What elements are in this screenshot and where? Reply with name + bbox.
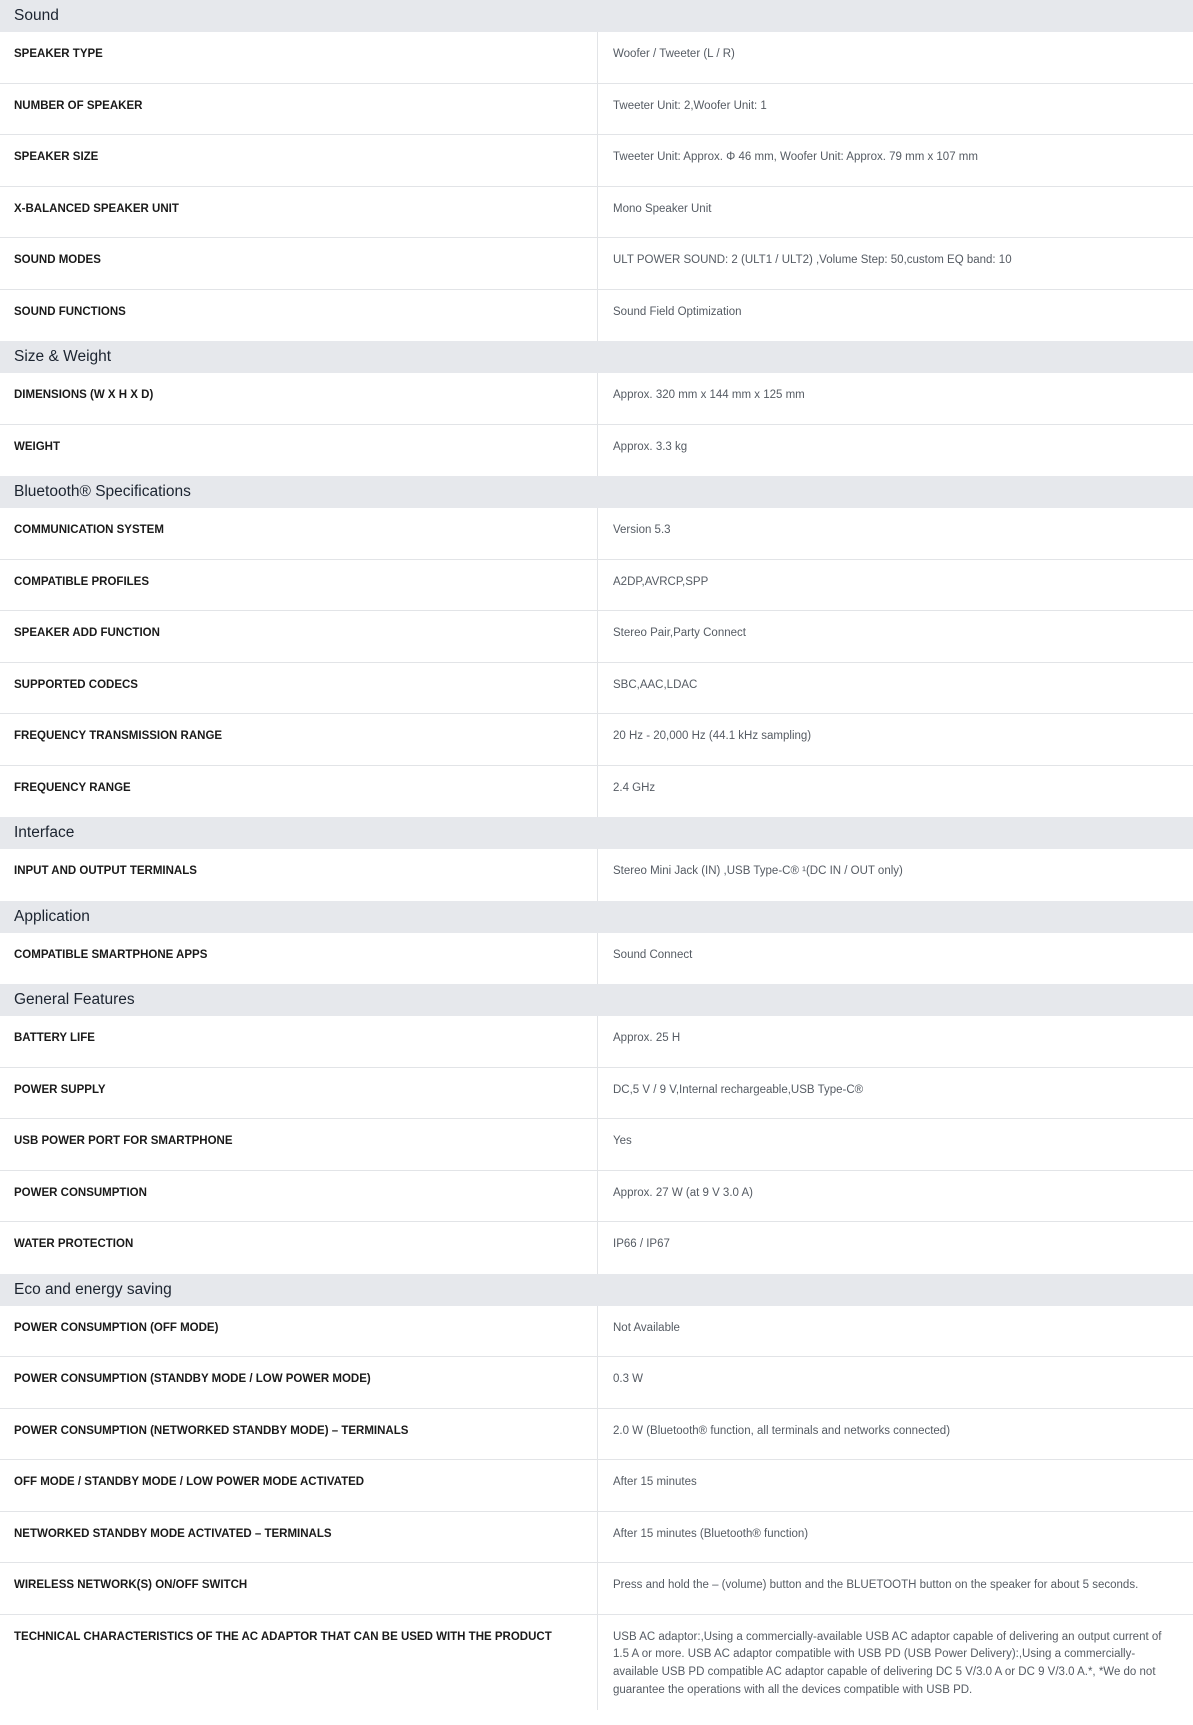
spec-row bbox=[0, 1512, 1193, 1564]
section-heading: General Features bbox=[0, 984, 1193, 1016]
spec-label: NUMBER OF SPEAKER bbox=[0, 84, 598, 135]
spec-value: Mono Speaker Unit bbox=[613, 202, 712, 215]
spec-value: Approx. 25 H bbox=[613, 1032, 681, 1044]
spec-section bbox=[0, 817, 1193, 901]
spec-row bbox=[0, 714, 1193, 766]
spec-label: TECHNICAL CHARACTERISTICS OF THE AC ADAPTOR THAT CAN BE USED WITH THE PRODUCT bbox=[0, 1615, 598, 1710]
spec-label: POWER CONSUMPTION (NETWORKED STANDBY MODE) – TERMINALS bbox=[0, 1409, 598, 1460]
spec-value: Press and hold the – (volume) button and the BLUETOOTH button on the speaker for about 5 seconds. bbox=[613, 1579, 1139, 1591]
spec-value: Sound Connect bbox=[613, 948, 693, 961]
spec-label: DIMENSIONS (W X H X D) bbox=[0, 373, 598, 424]
spec-label: COMMUNICATION SYSTEM bbox=[0, 508, 598, 559]
spec-row bbox=[0, 135, 1193, 187]
spec-value: After 15 minutes (Bluetooth® function) bbox=[613, 1527, 809, 1540]
spec-value: 2.0 W (Bluetooth® function, all terminals and networks connected) bbox=[613, 1424, 951, 1437]
spec-label: WIRELESS NETWORK(S) ON/OFF SWITCH bbox=[0, 1563, 598, 1614]
section-heading: Eco and energy saving bbox=[0, 1274, 1193, 1306]
spec-label: POWER CONSUMPTION (OFF MODE) bbox=[0, 1306, 598, 1357]
spec-value: ULT POWER SOUND: 2 (ULT1 / ULT2) ,Volume Step: 50,custom EQ band: 10 bbox=[613, 254, 1012, 266]
section-heading: Size & Weight bbox=[0, 341, 1193, 373]
spec-label: POWER CONSUMPTION (STANDBY MODE / LOW POWER MODE) bbox=[0, 1357, 598, 1408]
spec-section bbox=[0, 476, 1193, 817]
spec-value: DC,5 V / 9 V,Internal rechargeable,USB Type-C® bbox=[613, 1083, 864, 1096]
spec-row bbox=[0, 1016, 1193, 1068]
spec-label: NETWORKED STANDBY MODE ACTIVATED – TERMINALS bbox=[0, 1512, 598, 1563]
spec-value: SBC,AAC,LDAC bbox=[613, 678, 698, 691]
spec-value: Approx. 27 W (at 9 V 3.0 A) bbox=[613, 1186, 753, 1199]
spec-row bbox=[0, 1563, 1193, 1615]
spec-row bbox=[0, 84, 1193, 136]
spec-row bbox=[0, 1615, 1193, 1710]
spec-value: Stereo Pair,Party Connect bbox=[613, 627, 746, 639]
spec-label: SOUND MODES bbox=[0, 238, 598, 289]
spec-value: USB AC adaptor:,Using a commercially-available USB AC adaptor capable of delivering an output current of 1.5 A or more. USB AC adaptor compatible with USB PD (USB Power Delivery):,Using a commercially-available USB PD compatible AC adaptor capable of delivering DC 5 V/3.0 A or DC 9 V/3.0 A.*, *We do not guarantee the operations with all the devices compatible with USB PD. bbox=[613, 1630, 1162, 1696]
spec-label: SPEAKER SIZE bbox=[0, 135, 598, 186]
spec-row bbox=[0, 1306, 1193, 1358]
spec-row bbox=[0, 663, 1193, 715]
spec-section bbox=[0, 984, 1193, 1274]
spec-row bbox=[0, 1460, 1193, 1512]
section-heading: Sound bbox=[0, 0, 1193, 32]
spec-value: IP66 / IP67 bbox=[613, 1238, 670, 1250]
spec-value: Not Available bbox=[613, 1321, 680, 1334]
spec-row bbox=[0, 1171, 1193, 1223]
spec-value: 2.4 GHz bbox=[613, 781, 656, 794]
spec-value: After 15 minutes bbox=[613, 1476, 697, 1488]
spec-row bbox=[0, 849, 1193, 901]
spec-label: X-BALANCED SPEAKER UNIT bbox=[0, 187, 598, 238]
spec-row bbox=[0, 560, 1193, 612]
spec-row bbox=[0, 1222, 1193, 1274]
spec-label: BATTERY LIFE bbox=[0, 1016, 598, 1067]
spec-row bbox=[0, 425, 1193, 477]
spec-label: FREQUENCY TRANSMISSION RANGE bbox=[0, 714, 598, 765]
spec-section bbox=[0, 0, 1193, 341]
spec-row bbox=[0, 611, 1193, 663]
spec-value: 0.3 W bbox=[613, 1373, 644, 1385]
spec-value: Version 5.3 bbox=[613, 524, 671, 536]
spec-row bbox=[0, 933, 1193, 985]
spec-value: Tweeter Unit: 2,Woofer Unit: 1 bbox=[613, 99, 767, 112]
spec-label: POWER SUPPLY bbox=[0, 1068, 598, 1119]
spec-section bbox=[0, 1274, 1193, 1710]
spec-label: USB POWER PORT FOR SMARTPHONE bbox=[0, 1119, 598, 1170]
spec-value: Approx. 3.3 kg bbox=[613, 440, 688, 453]
spec-row bbox=[0, 1119, 1193, 1171]
spec-label: FREQUENCY RANGE bbox=[0, 766, 598, 818]
spec-value: Tweeter Unit: Approx. Φ 46 mm, Woofer Unit: Approx. 79 mm x 107 mm bbox=[613, 151, 978, 163]
spec-row bbox=[0, 766, 1193, 818]
spec-value: Woofer / Tweeter (L / R) bbox=[613, 48, 735, 60]
spec-label: COMPATIBLE SMARTPHONE APPS bbox=[0, 933, 598, 985]
spec-row bbox=[0, 187, 1193, 239]
spec-value: 20 Hz - 20,000 Hz (44.1 kHz sampling) bbox=[613, 730, 812, 742]
spec-label: COMPATIBLE PROFILES bbox=[0, 560, 598, 611]
spec-label: OFF MODE / STANDBY MODE / LOW POWER MODE ACTIVATED bbox=[0, 1460, 598, 1511]
spec-row bbox=[0, 508, 1193, 560]
spec-label: SPEAKER TYPE bbox=[0, 32, 598, 83]
spec-label: WATER PROTECTION bbox=[0, 1222, 598, 1274]
spec-value: Sound Field Optimization bbox=[613, 305, 742, 318]
spec-row bbox=[0, 1409, 1193, 1461]
section-heading: Application bbox=[0, 901, 1193, 933]
spec-row bbox=[0, 1357, 1193, 1409]
spec-row bbox=[0, 1068, 1193, 1120]
spec-row bbox=[0, 32, 1193, 84]
spec-label: POWER CONSUMPTION bbox=[0, 1171, 598, 1222]
spec-label: WEIGHT bbox=[0, 425, 598, 477]
spec-label: SOUND FUNCTIONS bbox=[0, 290, 598, 342]
section-heading: Interface bbox=[0, 817, 1193, 849]
spec-row bbox=[0, 373, 1193, 425]
spec-section bbox=[0, 341, 1193, 476]
spec-label: INPUT AND OUTPUT TERMINALS bbox=[0, 849, 598, 901]
spec-section bbox=[0, 901, 1193, 985]
spec-value: A2DP,AVRCP,SPP bbox=[613, 575, 709, 588]
spec-label: SPEAKER ADD FUNCTION bbox=[0, 611, 598, 662]
spec-value: Stereo Mini Jack (IN) ,USB Type-C® ¹(DC IN / OUT only) bbox=[613, 865, 903, 877]
spec-row bbox=[0, 238, 1193, 290]
spec-value: Approx. 320 mm x 144 mm x 125 mm bbox=[613, 389, 805, 401]
spec-value: Yes bbox=[613, 1135, 632, 1147]
spec-row bbox=[0, 290, 1193, 342]
spec-label: SUPPORTED CODECS bbox=[0, 663, 598, 714]
section-heading: Bluetooth® Specifications bbox=[0, 476, 1193, 508]
